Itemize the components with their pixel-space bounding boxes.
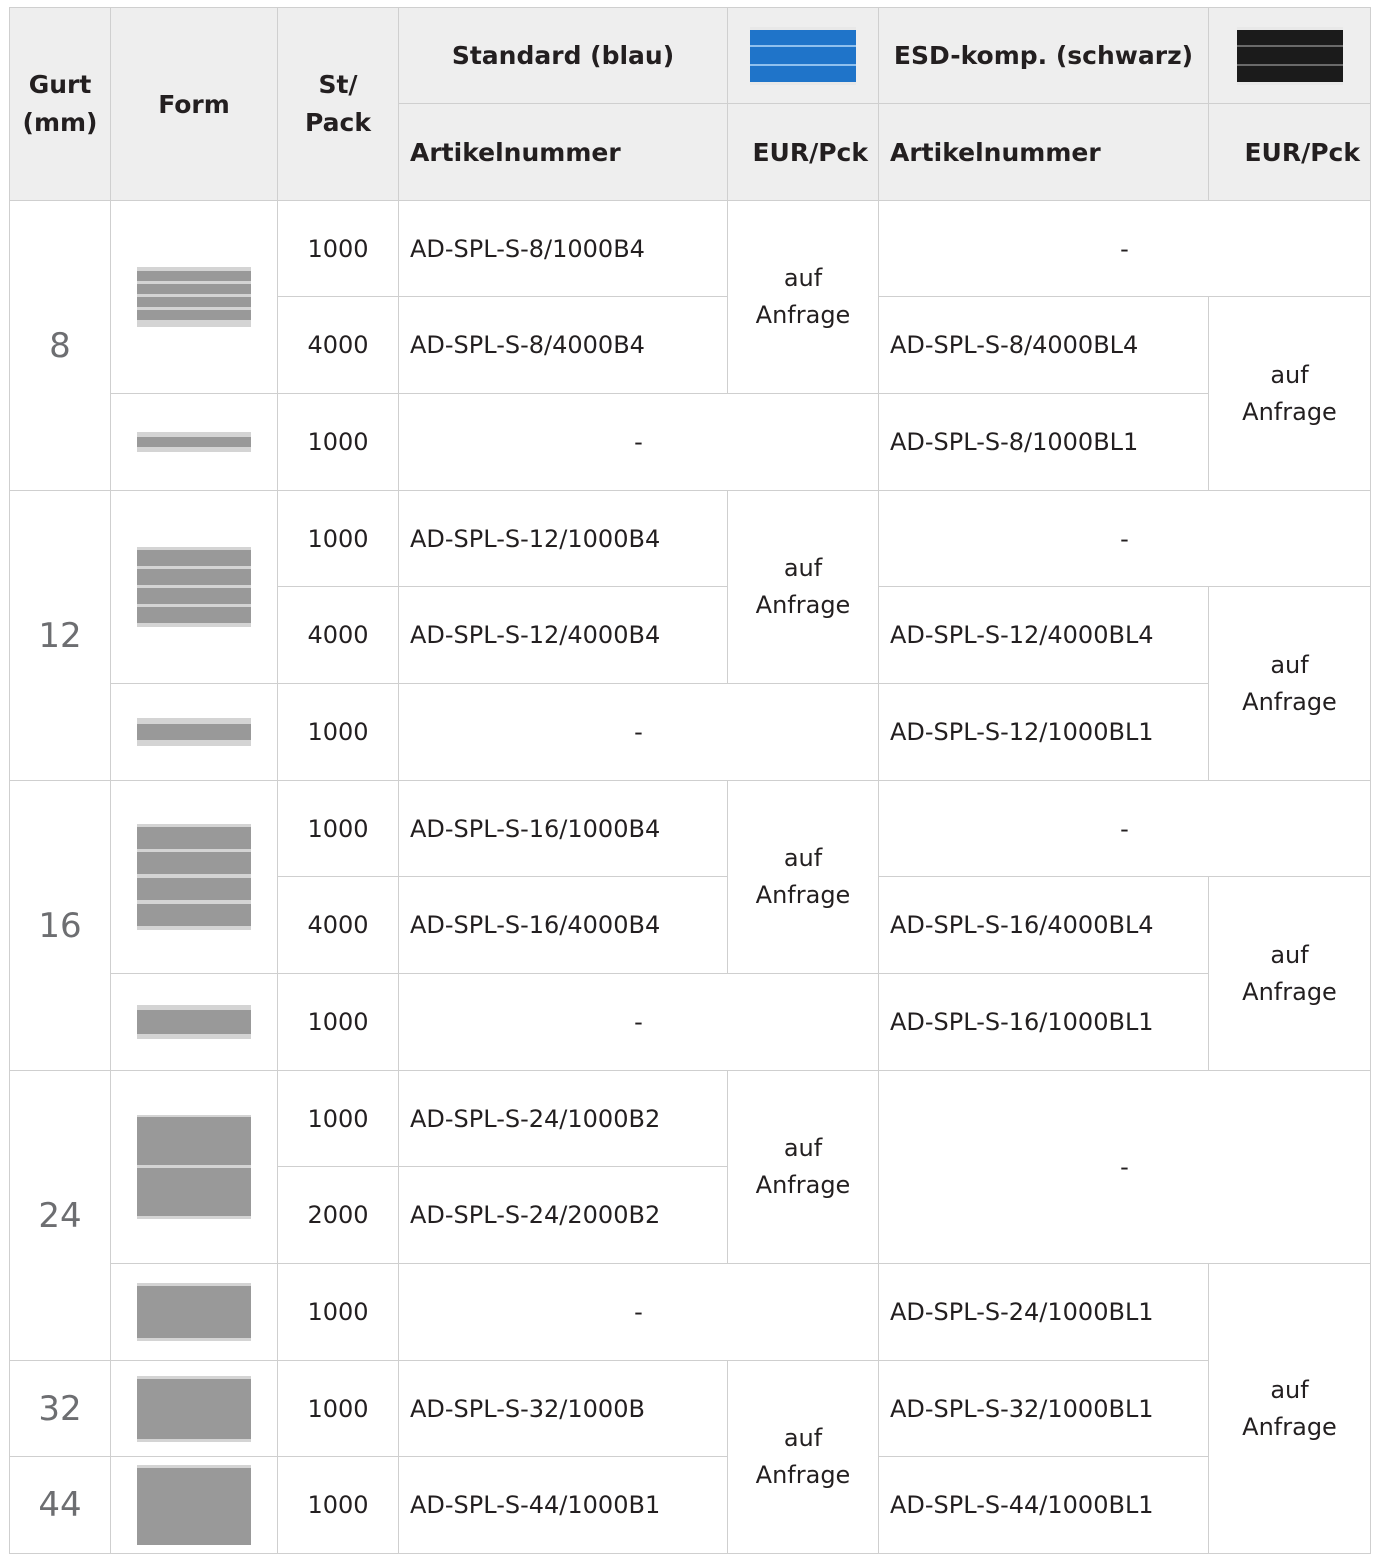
esd-article-cell: AD-SPL-S-8/1000BL1 (879, 394, 1209, 491)
price-anfrage: Anfrage (755, 1171, 851, 1199)
std-price-header: EUR/Pck (728, 104, 879, 201)
esd-price-cell (1209, 587, 1371, 781)
blue-tape-swatch (750, 27, 856, 85)
std-price-cell (728, 491, 879, 684)
form-cell (111, 201, 278, 394)
price-anfrage: Anfrage (755, 591, 851, 619)
qty-cell: 1000 (278, 1071, 399, 1167)
std-article-cell: AD-SPL-S-24/1000B2 (399, 1071, 728, 1167)
qty-cell: 1000 (278, 394, 399, 491)
esd-price-cell (1209, 877, 1371, 1071)
esd-article-cell: AD-SPL-S-16/4000BL4 (879, 877, 1209, 974)
qty-cell: 1000 (278, 1457, 399, 1554)
price-auf: auf (1270, 360, 1309, 389)
gurt-value: 24 (10, 1071, 111, 1361)
gurt-value: 16 (10, 781, 111, 1071)
esd-article-cell: AD-SPL-S-8/4000BL4 (879, 297, 1209, 394)
price-anfrage: Anfrage (1242, 977, 1337, 1006)
esd-article-cell: AD-SPL-S-44/1000BL1 (879, 1457, 1209, 1554)
qty-header (278, 8, 399, 201)
esd-article-cell: - (879, 491, 1371, 587)
std-artikelnummer-header: Artikelnummer (399, 104, 728, 201)
esd-article-cell: AD-SPL-S-12/1000BL1 (879, 684, 1209, 781)
price-table (9, 7, 1371, 1554)
price-anfrage: Anfrage (1242, 687, 1337, 716)
qty-cell: 2000 (278, 1167, 399, 1264)
standard-swatch-cell (728, 8, 879, 104)
esd-price-cell (1209, 1264, 1371, 1554)
qty-cell: 1000 (278, 201, 399, 297)
gurt-header-label: Gurt (28, 70, 92, 99)
tape-4-strips-icon (137, 267, 251, 327)
esd-header: ESD-komp. (schwarz) (879, 8, 1209, 104)
form-cell (111, 491, 278, 684)
qty-cell: 1000 (278, 974, 399, 1071)
esd-article-cell: AD-SPL-S-16/1000BL1 (879, 974, 1209, 1071)
qty-cell: 4000 (278, 587, 399, 684)
form-cell (111, 1361, 278, 1457)
tape-1-strip-icon (137, 1465, 251, 1545)
price-anfrage: Anfrage (1242, 1412, 1337, 1441)
tape-1-strip-icon (137, 1005, 251, 1039)
gurt-value: 32 (10, 1361, 111, 1457)
form-cell (111, 1457, 278, 1554)
std-article-cell: - (399, 684, 879, 781)
esd-article-cell: AD-SPL-S-12/4000BL4 (879, 587, 1209, 684)
std-article-cell: AD-SPL-S-8/4000B4 (399, 297, 728, 394)
qty-cell: 1000 (278, 684, 399, 781)
std-article-cell: AD-SPL-S-12/4000B4 (399, 587, 728, 684)
qty-cell: 1000 (278, 1264, 399, 1361)
price-auf: auf (1270, 650, 1309, 679)
price-auf: auf (783, 844, 823, 872)
price-auf: auf (783, 1424, 823, 1452)
std-article-cell: AD-SPL-S-44/1000B1 (399, 1457, 728, 1554)
price-anfrage: Anfrage (1242, 397, 1337, 426)
form-cell (111, 974, 278, 1071)
esd-swatch-cell (1209, 8, 1371, 104)
price-anfrage: Anfrage (755, 1461, 851, 1489)
std-price-cell (728, 1361, 879, 1554)
tape-4-strips-icon (137, 824, 251, 930)
gurt-value: 8 (10, 201, 111, 491)
form-cell (111, 781, 278, 974)
price-auf: auf (783, 264, 823, 292)
standard-header: Standard (blau) (399, 8, 728, 104)
qty-cell: 1000 (278, 781, 399, 877)
std-price-cell (728, 1071, 879, 1264)
std-article-cell: AD-SPL-S-16/4000B4 (399, 877, 728, 974)
std-price-cell (728, 781, 879, 974)
std-article-cell: - (399, 394, 879, 491)
price-anfrage: Anfrage (755, 881, 851, 909)
esd-article-cell: AD-SPL-S-32/1000BL1 (879, 1361, 1209, 1457)
qty-header-pack: Pack (305, 108, 371, 137)
tape-1-strip-icon (137, 1376, 251, 1442)
std-article-cell: AD-SPL-S-12/1000B4 (399, 491, 728, 587)
form-cell (111, 394, 278, 491)
tape-1-strip-icon (137, 1283, 251, 1341)
qty-cell: 4000 (278, 297, 399, 394)
price-auf: auf (1270, 940, 1309, 969)
gurt-value: 12 (10, 491, 111, 781)
price-auf: auf (783, 1134, 823, 1162)
form-header: Form (111, 8, 278, 201)
std-article-cell: AD-SPL-S-32/1000B (399, 1361, 728, 1457)
esd-article-cell: - (879, 1071, 1371, 1264)
esd-article-cell: - (879, 781, 1371, 877)
std-price-cell (728, 201, 879, 394)
gurt-value: 44 (10, 1457, 111, 1554)
std-article-cell: - (399, 1264, 879, 1361)
tape-1-strip-icon (137, 718, 251, 746)
qty-header-st: St/ (318, 70, 358, 99)
price-auf: auf (783, 554, 823, 582)
form-cell (111, 1264, 278, 1361)
std-article-cell: AD-SPL-S-24/2000B2 (399, 1167, 728, 1264)
tape-2-strips-icon (137, 1115, 251, 1219)
esd-artikelnummer-header: Artikelnummer (879, 104, 1209, 201)
esd-article-cell: AD-SPL-S-24/1000BL1 (879, 1264, 1209, 1361)
esd-price-cell (1209, 297, 1371, 491)
form-cell (111, 684, 278, 781)
tape-1-strip-icon (137, 432, 251, 452)
esd-article-cell: - (879, 201, 1371, 297)
esd-price-header: EUR/Pck (1209, 104, 1371, 201)
std-article-cell: AD-SPL-S-16/1000B4 (399, 781, 728, 877)
std-article-cell: - (399, 974, 879, 1071)
qty-cell: 4000 (278, 877, 399, 974)
qty-cell: 1000 (278, 491, 399, 587)
price-anfrage: Anfrage (755, 301, 851, 329)
tape-4-strips-icon (137, 547, 251, 627)
gurt-header-unit: (mm) (22, 108, 98, 137)
form-cell (111, 1071, 278, 1264)
price-auf: auf (1270, 1375, 1309, 1404)
qty-cell: 1000 (278, 1361, 399, 1457)
black-tape-swatch (1237, 27, 1343, 85)
gurt-header (10, 8, 111, 201)
std-article-cell: AD-SPL-S-8/1000B4 (399, 201, 728, 297)
